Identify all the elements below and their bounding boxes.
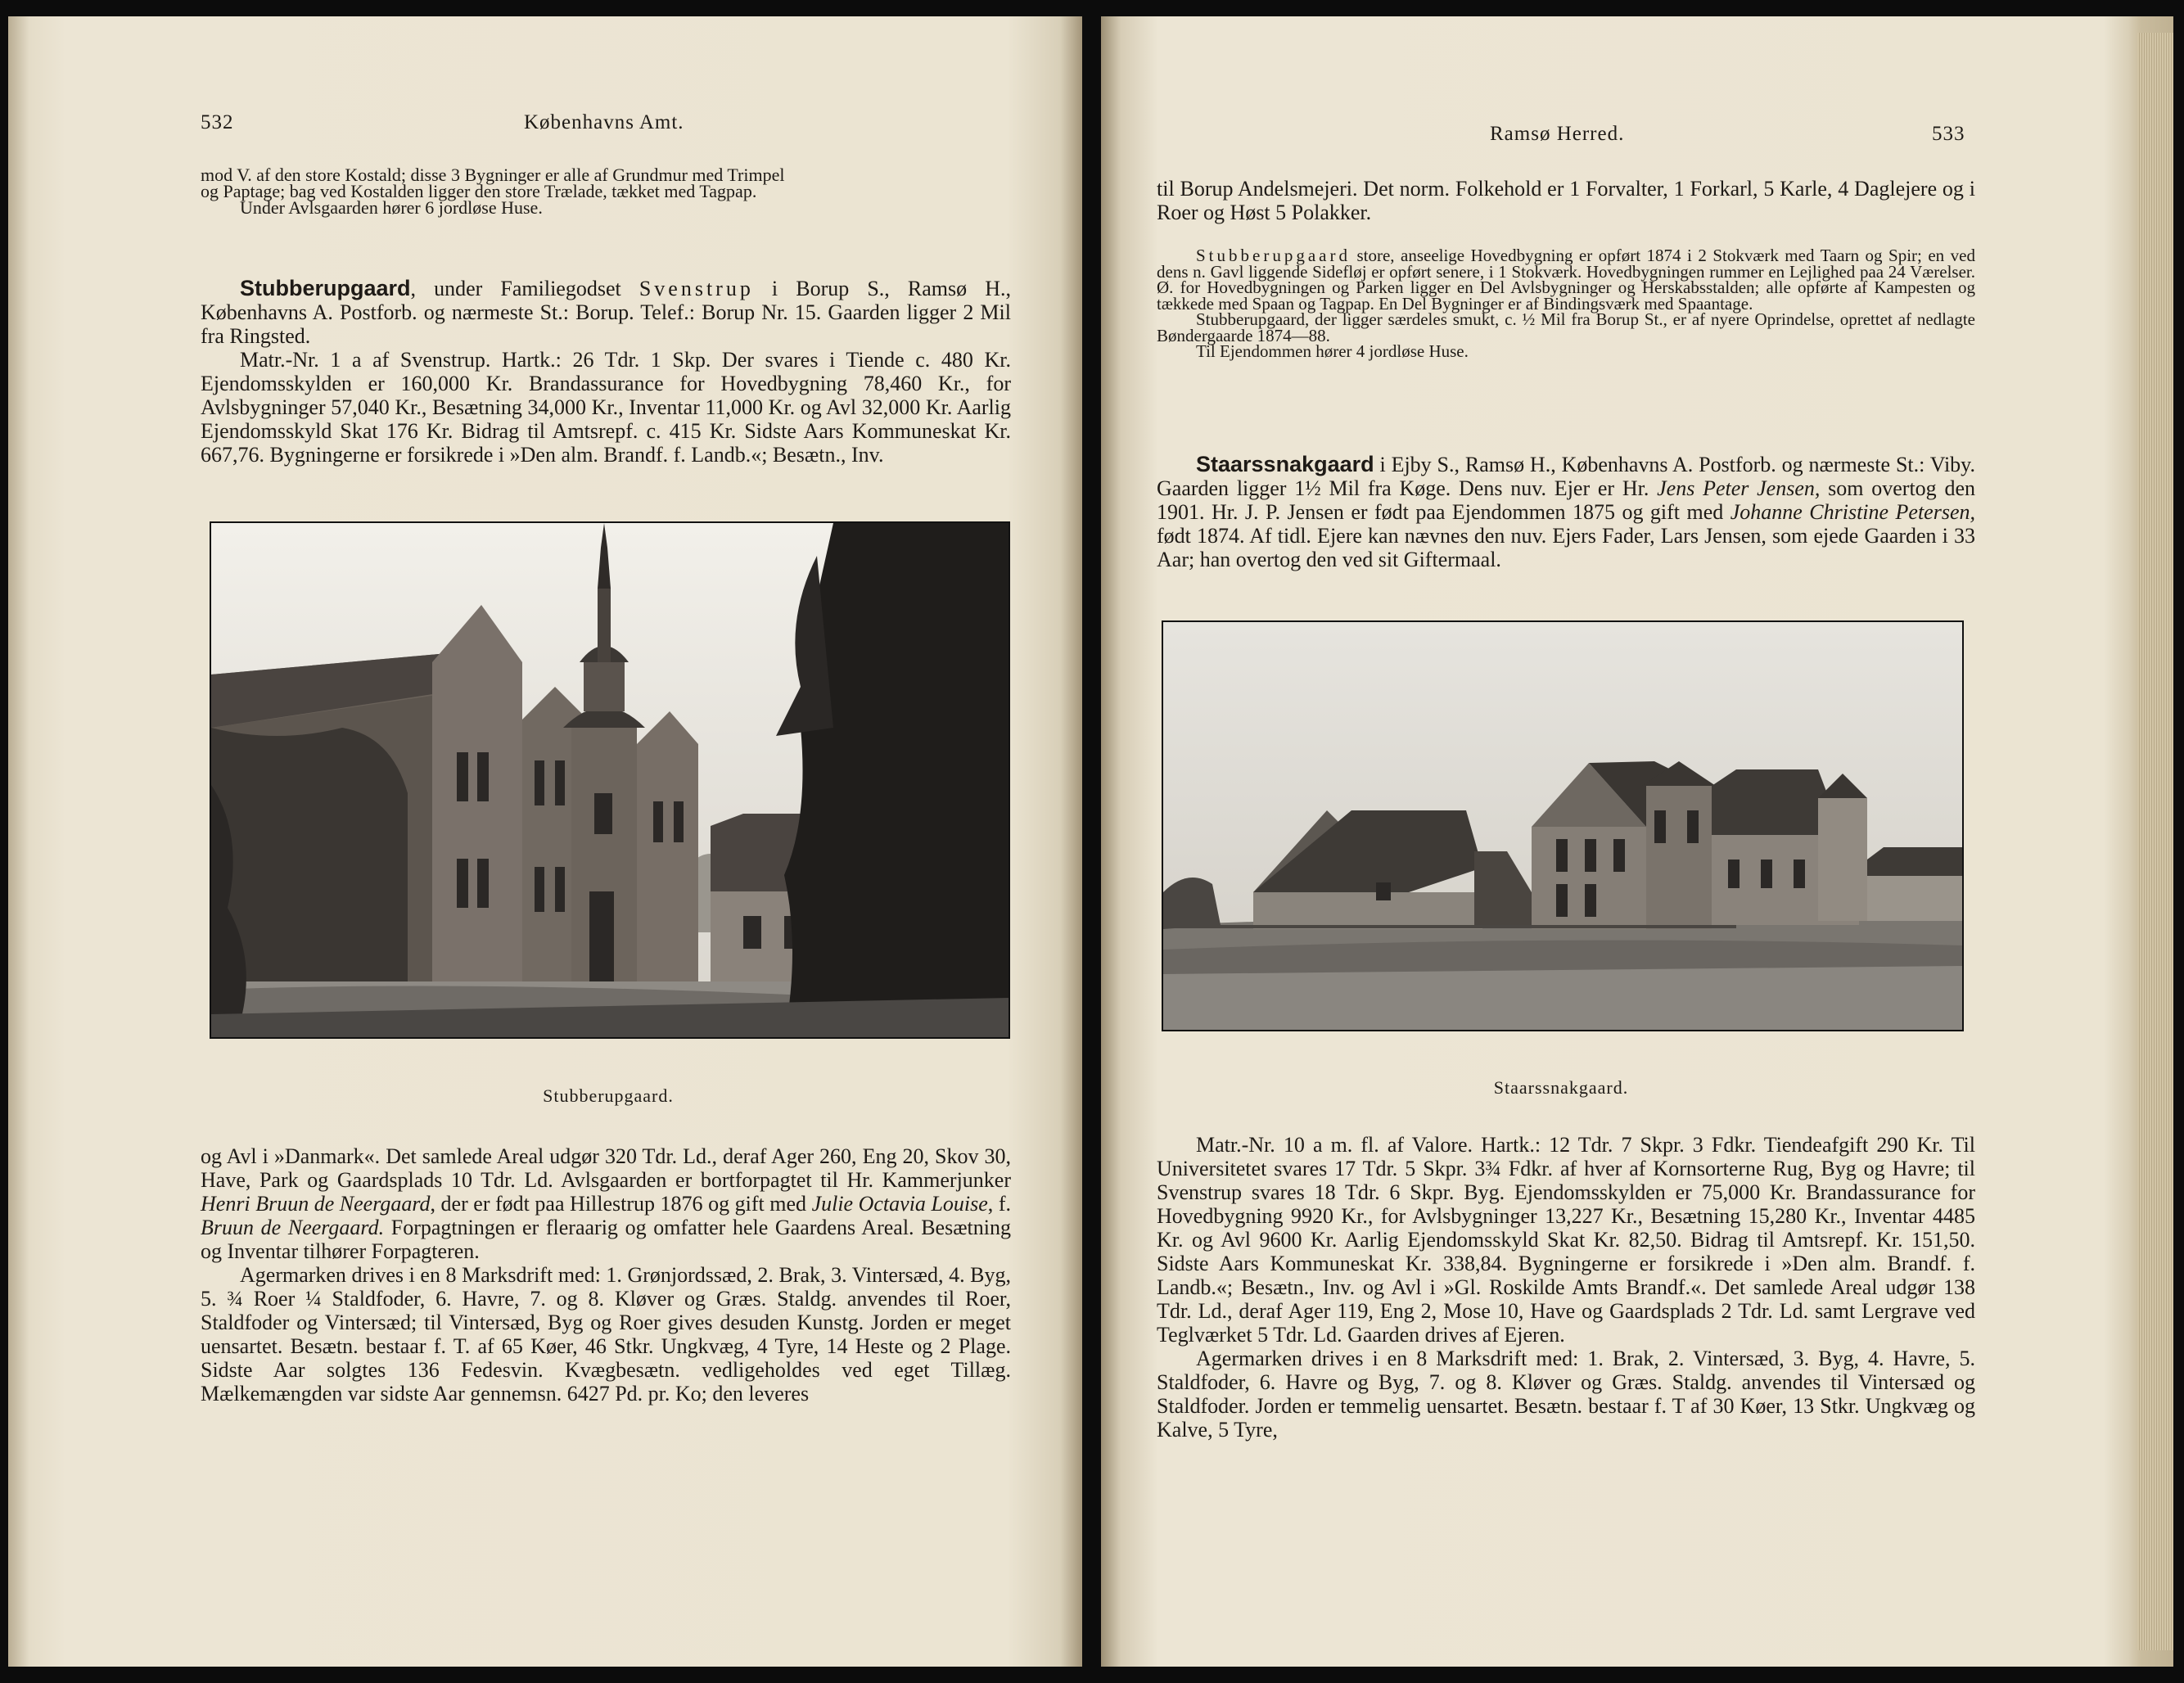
running-head: Københavns Amt. <box>524 111 684 133</box>
running-head: Ramsø Herred. <box>1490 123 1625 145</box>
note-paragraph: Til Ejendommen hører 4 jordløse Huse. <box>1196 341 1469 361</box>
intro-last-line: Under Avlsgaarden hører 6 jordløse Huse. <box>240 197 543 218</box>
estate-name: Stubberupgaard <box>1196 246 1351 265</box>
entry-paragraph: Agermarken drives i en 8 Marksdrift med: 1. Grønjordssæd, 2. Brak, 3. Vintersæd, 4. Byg, 5. ¾ Roer ¼ Staldfoder, 6. Havre, 7. og 8. Kløver og Græs. Staldg. anvendes til Roer, Staldfoder og Vintersæd; til Vintersæd, Byg og Roer gives desuden Kunstg. Jorden er meget uensartet. Besætn. bestaar f. T. af 65 Køer, 46 Stkr. Ungkvæg, 4 Tyre, 14 Heste og 2 Plage. Sidste Aar solgtes 136 Fedesvin. Kvægbesætn. vedligeholdes ved eget Tillæg. Mælkemængden var sidste Aar gennemsn. 6427 Pd. pr. Ko; den leveres <box>201 1263 1011 1406</box>
entry-text: i Borup S., Ramsø H., Københavns A. Postforb. og nærmeste St.: Borup. Telef.: Borup Nr. 15. Gaarden ligger 2 Mil fra Ringsted. <box>201 277 1011 348</box>
person-name: Jens Peter Jensen, <box>1657 476 1821 500</box>
entry-text: og Avl i »Danmark«. Det samlede Areal udgør 320 Tdr. Ld., deraf Ager 260, Eng 20, Skov 30, Have, Park og Gaardsplads 10 Tdr. Ld. Avlsgaarden er bortforpagtet til Hr. Kammerjunker <box>201 1144 1011 1192</box>
entry-text: Forpagtningen er fleraarig og omfatter hele Gaardens Areal. Besætning og Inventar tilhører Forpagteren. <box>201 1216 1011 1263</box>
entry-text: , der er født paa Hillestrup 1876 og gift med <box>430 1192 812 1216</box>
page-edges <box>2137 33 2173 1650</box>
estate-name: Svenstrup <box>639 277 754 300</box>
intro-line: mod V. af den store Kostald; disse 3 Bygninger er alle af Grundmur med Trimpel <box>201 165 785 185</box>
entry-paragraph: Matr.-Nr. 1 a af Svenstrup. Hartk.: 26 Tdr. 1 Skp. Der svares i Tiende c. 480 Kr. Ejendomsskylden er 160,000 Kr. Brandassurance for Hovedbygning 78,460 Kr., for Avlsbygninger 57,040 Kr., Besætning 34,000 Kr., Inventar 11,000 Kr. og Avl 32,000 Kr. Aarlig Ejendomsskyld Skat 176 Kr. Bidrag til Amtsrepf. c. 415 Kr. Sidste Aars Kommuneskat Kr. 667,76. Bygningerne er forsikrede i »Den alm. Brandf. f. Landb.«; Besætn., Inv. <box>201 348 1011 467</box>
photo-stubberupgaard <box>210 521 1010 1039</box>
page-number: 532 <box>201 111 234 133</box>
entry-paragraph: til Borup Andelsmejeri. Det norm. Folkehold er 1 Forvalter, 1 Forkarl, 5 Karle, 4 Daglejere og i Roer og Høst 5 Polakker. <box>1157 177 1975 224</box>
entry-text: , f. <box>987 1192 1011 1216</box>
entry-staarssnakgaard <box>1157 453 1975 571</box>
entry-text: som overtog den 1901. Hr. J. P. Jensen er født paa Ejendommen 1875 og gift med <box>1157 476 1975 524</box>
small-print-notes <box>1157 248 1975 360</box>
entry-text: , under Familiegodset <box>410 277 639 300</box>
left-page <box>8 16 1082 1667</box>
right-page <box>1101 16 2173 1667</box>
entry-stubberupgaard <box>201 277 1011 467</box>
entry-continued <box>201 1144 1011 1406</box>
person-name: Julie Octavia Louise <box>811 1192 988 1216</box>
entry-text: i Ejby S., Ramsø H., Københavns A. Postforb. og nærmeste St.: Viby. Gaarden ligger 1½ Mil fra Køge. Dens nuv. Ejer er Hr. <box>1157 453 1975 500</box>
intro-text <box>201 167 1011 216</box>
note-text: store, anseelige Hovedbygning er opført 1874 i 2 Stokværk med Taarn og Spir; en ved dens n. Gavl liggende Sidefløj er opført senere, i 1 Stokværk. Hovedbygningen rummer en Lejlighed paa 24 Værelser. Ø. for Hovedbygningen og Parken ligger en Del Avlsbygninger og Herskabsstalden; alle opførte af Kampesten og tækkede med Spaan og Tagpap. En Del Bygninger er af Bindingsværk med Spaantage. <box>1157 246 1975 314</box>
note-paragraph: Stubberupgaard, der ligger særdeles smukt, c. ½ Mil fra Borup St., er af nyere Oprindelse, oprettet af nedlagte Bøndergaarde 1874—88. <box>1157 309 1975 345</box>
entry-heading: Stubberupgaard <box>240 276 411 300</box>
entry-paragraph: Matr.-Nr. 10 a m. fl. af Valore. Hartk.: 12 Tdr. 7 Skpr. 3 Fdkr. Tiendeafgift 290 Kr. Til Universitetet svares 17 Tdr. 5 Skpr. 3¾ Fdkr. af hver af Kornsorterne Rug, Byg og Havre; til Svenstrup svares 18 Tdr. 6 Skpr. Byg. Ejendomsskylden er 75,000 Kr. Brandassurance for Hovedbygning 9920 Kr., for Avlsbygninger 13,227 Kr., Besætning 15,280 Kr., Inventar 4485 Kr. og Avl 9600 Kr. Aarlig Ejendomsskyld Skat Kr. 82,50. Bidrag til Amtsrepf. Kr. 151,50. Sidste Aars Kommuneskat Kr. 338,84. Bygningerne er forsikrede i »Den alm. Brandf. f. Landb.«; Besætn., Inv. og Avl i »Gl. Roskilde Amts Brandf.«. Det samlede Areal udgør 138 Tdr. Ld., deraf Ager 119, Eng 2, Mose 10, Have og Gaardsplads 2 Tdr. Ld. samt Lergrave ved Teglværket 5 Tdr. Ld. Gaarden drives af Ejeren. <box>1157 1133 1975 1347</box>
person-name: Johanne Christine Petersen, <box>1730 500 1975 524</box>
photo-caption: Staarssnakgaard. <box>1493 1077 1629 1098</box>
person-name: Henri Bruun de Neergaard <box>201 1192 431 1216</box>
entry-details <box>1157 1133 1975 1442</box>
entry-paragraph: Agermarken drives i en 8 Marksdrift med: 1. Brak, 2. Vintersæd, 3. Byg, 4. Havre, 5. Staldfoder, 6. Havre og Byg, 7. og 8. Kløver og Græs. Staldg. anvendes til Vintersæd og Staldfoder. Jorden er temmelig uensartet. Besætn. bestaar f. T af 30 Køer, 13 Stkr. Ungkvæg og Kalve, 5 Tyre, <box>1157 1347 1975 1442</box>
entry-heading: Staarssnakgaard <box>1196 452 1374 476</box>
photo-caption: Stubberupgaard. <box>543 1085 674 1106</box>
page-number: 533 <box>1932 123 1965 145</box>
intro-line: og Paptage; bag ved Kostalden ligger den store Trælade, tækket med Tagpap. <box>201 181 757 201</box>
person-name: Bruun de Neergaard. <box>201 1216 385 1239</box>
entry-continued <box>1157 177 1975 224</box>
entry-text: født 1874. Af tidl. Ejere kan nævnes den nuv. Ejers Fader, Lars Jensen, som ejede Gaarden i 33 Aar; han overtog den ved sit Giftermaal. <box>1157 524 1975 571</box>
photo-staarssnakgaard <box>1162 620 1964 1031</box>
